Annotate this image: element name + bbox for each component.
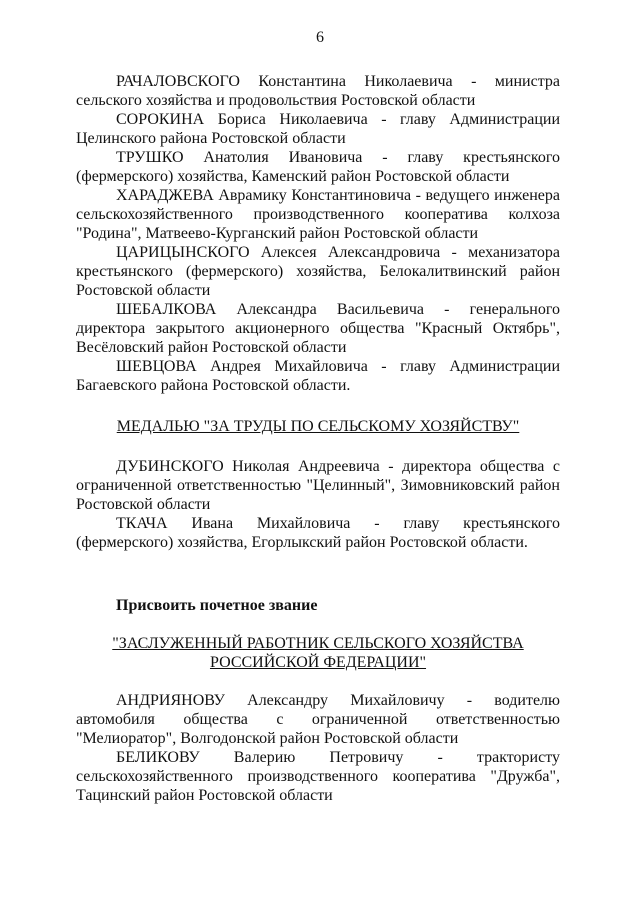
honor-heading-line2: РОССИЙСКОЙ ФЕДЕРАЦИИ" xyxy=(209,654,427,671)
award-entry: ЦАРИЦЫНСКОГО Алексея Александровича - механизатора крестьянского (фермерского) хозяйства, Белокалитвинский район Ростовской области xyxy=(76,244,560,299)
award-entry: РАЧАЛОВСКОГО Константина Николаевича - министра сельского хозяйства и продовольствия Ростовской области xyxy=(76,73,560,109)
medal-heading: МЕДАЛЬЮ "ЗА ТРУДЫ ПО СЕЛЬСКОМУ ХОЗЯЙСТВУ" xyxy=(116,418,520,435)
medal-entry: ДУБИНСКОГО Николая Андреевича - директора общества с ограниченной ответственностью "Целинный", Зимовниковский район Ростовской области xyxy=(76,458,560,513)
award-entry: ХАРАДЖЕВА Аврамику Константиновича - ведущего инженера сельскохозяйственного производственного кооператива колхоза "Родина", Матвеево-Курганский район Ростовской области xyxy=(76,187,560,242)
honor-heading-line1: "ЗАСЛУЖЕННЫЙ РАБОТНИК СЕЛЬСКОГО ХОЗЯЙСТВА xyxy=(112,635,524,652)
spacer xyxy=(76,552,560,596)
assign-title: Присвоить почетное звание xyxy=(116,597,318,614)
honor-entry: АНДРИЯНОВУ Александру Михайловичу - водителю автомобиля общества с ограниченной ответственностью "Мелиоратор", Волгодонской район Ростовской области xyxy=(76,692,560,747)
medal-entry: ТКАЧА Ивана Михайловича - главу крестьянского (фермерского) хозяйства, Егорлыкский район Ростовской области. xyxy=(76,515,560,551)
honor-heading xyxy=(76,634,560,672)
award-entry: ТРУШКО Анатолия Ивановича - главу крестьянского (фермерского) хозяйства, Каменский район Ростовской области xyxy=(76,149,560,185)
page-number: 6 xyxy=(316,29,324,46)
award-entry: СОРОКИНА Бориса Николаевича - главу Администрации Целинского района Ростовской области xyxy=(76,111,560,147)
document-body xyxy=(76,72,560,805)
award-entry: ШЕБАЛКОВА Александра Васильевича - генерального директора закрытого акционерного общества "Красный Октябрь", Весёловский район Ростовской области xyxy=(76,301,560,356)
award-entry: ШЕВЦОВА Андрея Михайловича - главу Администрации Багаевского района Ростовской области. xyxy=(76,358,560,394)
honor-entry: БЕЛИКОВУ Валерию Петровичу - трактористу сельскохозяйственного производственного кооператива "Дружба", Тацинский район Ростовской области xyxy=(76,749,560,804)
